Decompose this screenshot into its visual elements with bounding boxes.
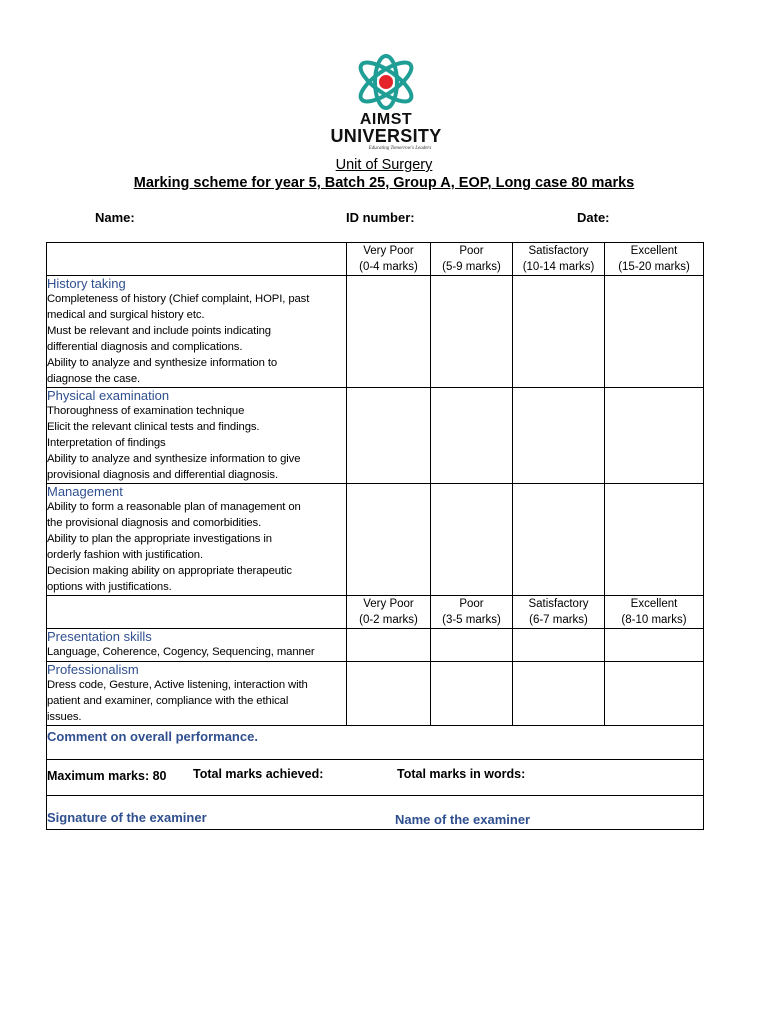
date-label: Date: [577,210,610,225]
section-title: Physical examination [47,388,170,403]
score-cell[interactable] [513,276,605,388]
section-title: Management [47,484,123,499]
empty-header-cell [47,596,347,629]
professionalism-criteria: Professionalism Dress code, Gesture, Active listening, interaction with patient and examiner, compliance with the ethical issues. [47,662,347,726]
score-cell[interactable] [347,629,431,662]
section-row-professionalism [47,662,704,726]
rating-header-row [47,243,704,276]
rating-poor: Poor (3-5 marks) [431,596,513,629]
score-cell[interactable] [431,629,513,662]
score-cell[interactable] [513,388,605,484]
history-criteria: History taking Completeness of history (Chief complaint, HOPI, past medical and surgical history etc. Must be relevant and include points indicating differential diagnosis and complications. Ability to analyze and synthesize information to diagnose the case. [47,276,347,388]
examiner-name-label: Name of the examiner [395,812,531,827]
rating-very-poor: Very Poor (0-4 marks) [347,243,431,276]
signature-row [47,796,704,830]
rating-excellent: Excellent (15-20 marks) [605,243,704,276]
logo-text-aimst: AIMST [359,111,413,128]
score-cell[interactable] [347,276,431,388]
section-row-management [47,484,704,596]
rating-satisfactory: Satisfactory (10-14 marks) [513,243,605,276]
score-cell[interactable] [605,662,704,726]
score-cell[interactable] [605,484,704,596]
rating-very-poor: Very Poor (0-2 marks) [347,596,431,629]
id-number-label: ID number: [346,210,415,225]
score-cell[interactable] [431,484,513,596]
total-achieved-label: Total marks achieved: [193,767,324,781]
marking-table [46,242,704,830]
rating-header-row-10 [47,596,704,629]
rating-satisfactory: Satisfactory (6-7 marks) [513,596,605,629]
score-cell[interactable] [513,662,605,726]
score-cell[interactable] [431,276,513,388]
logo-text-university: UNIVERSITY [330,126,442,146]
score-cell[interactable] [431,388,513,484]
comment-cell[interactable] [47,726,704,760]
rating-poor: Poor (5-9 marks) [431,243,513,276]
management-criteria: Management Ability to form a reasonable plan of management on the provisional diagnosis and comorbidities. Ability to plan the appropriate investigations in orderly fashion with justification. Decision making ability on appropriate therapeutic options with justifications. [47,484,347,596]
unit-title: Unit of Surgery [335,157,433,173]
score-cell[interactable] [605,388,704,484]
total-words-label: Total marks in words: [397,767,526,781]
rating-excellent: Excellent (8-10 marks) [605,596,704,629]
atom-logo-icon [352,52,420,112]
name-label: Name: [95,210,135,225]
presentation-criteria: Presentation skills Language, Coherence, Cogency, Sequencing, manner [47,629,347,662]
section-title: History taking [47,276,126,291]
score-cell[interactable] [347,484,431,596]
score-cell[interactable] [513,484,605,596]
empty-header-cell [47,243,347,276]
score-cell[interactable] [513,629,605,662]
logo-tagline: Educating Tomorrow's Leaders [368,146,432,151]
score-cell[interactable] [605,276,704,388]
max-marks-label: Maximum marks: 80 [47,769,167,783]
signature-cell [47,796,704,830]
physical-exam-criteria: Physical examination Thoroughness of examination technique Elicit the relevant clinical tests and findings. Interpretation of findings Ability to analyze and synthesize information to give provisional diagnosis and differential diagnosis. [47,388,347,484]
score-cell[interactable] [347,662,431,726]
section-row-presentation [47,629,704,662]
marks-row [47,760,704,796]
signature-label: Signature of the examiner [47,810,207,825]
section-title: Professionalism [47,662,139,677]
comment-label: Comment on overall performance. [47,729,258,744]
score-cell[interactable] [431,662,513,726]
score-cell[interactable] [605,629,704,662]
university-logo [330,52,442,152]
section-row-physical-exam [47,388,704,484]
section-title: Presentation skills [47,629,152,644]
comment-row [47,726,704,760]
score-cell[interactable] [347,388,431,484]
marks-cell [47,760,704,796]
section-row-history [47,276,704,388]
scheme-title: Marking scheme for year 5, Batch 25, Group A, EOP, Long case 80 marks [133,175,635,191]
